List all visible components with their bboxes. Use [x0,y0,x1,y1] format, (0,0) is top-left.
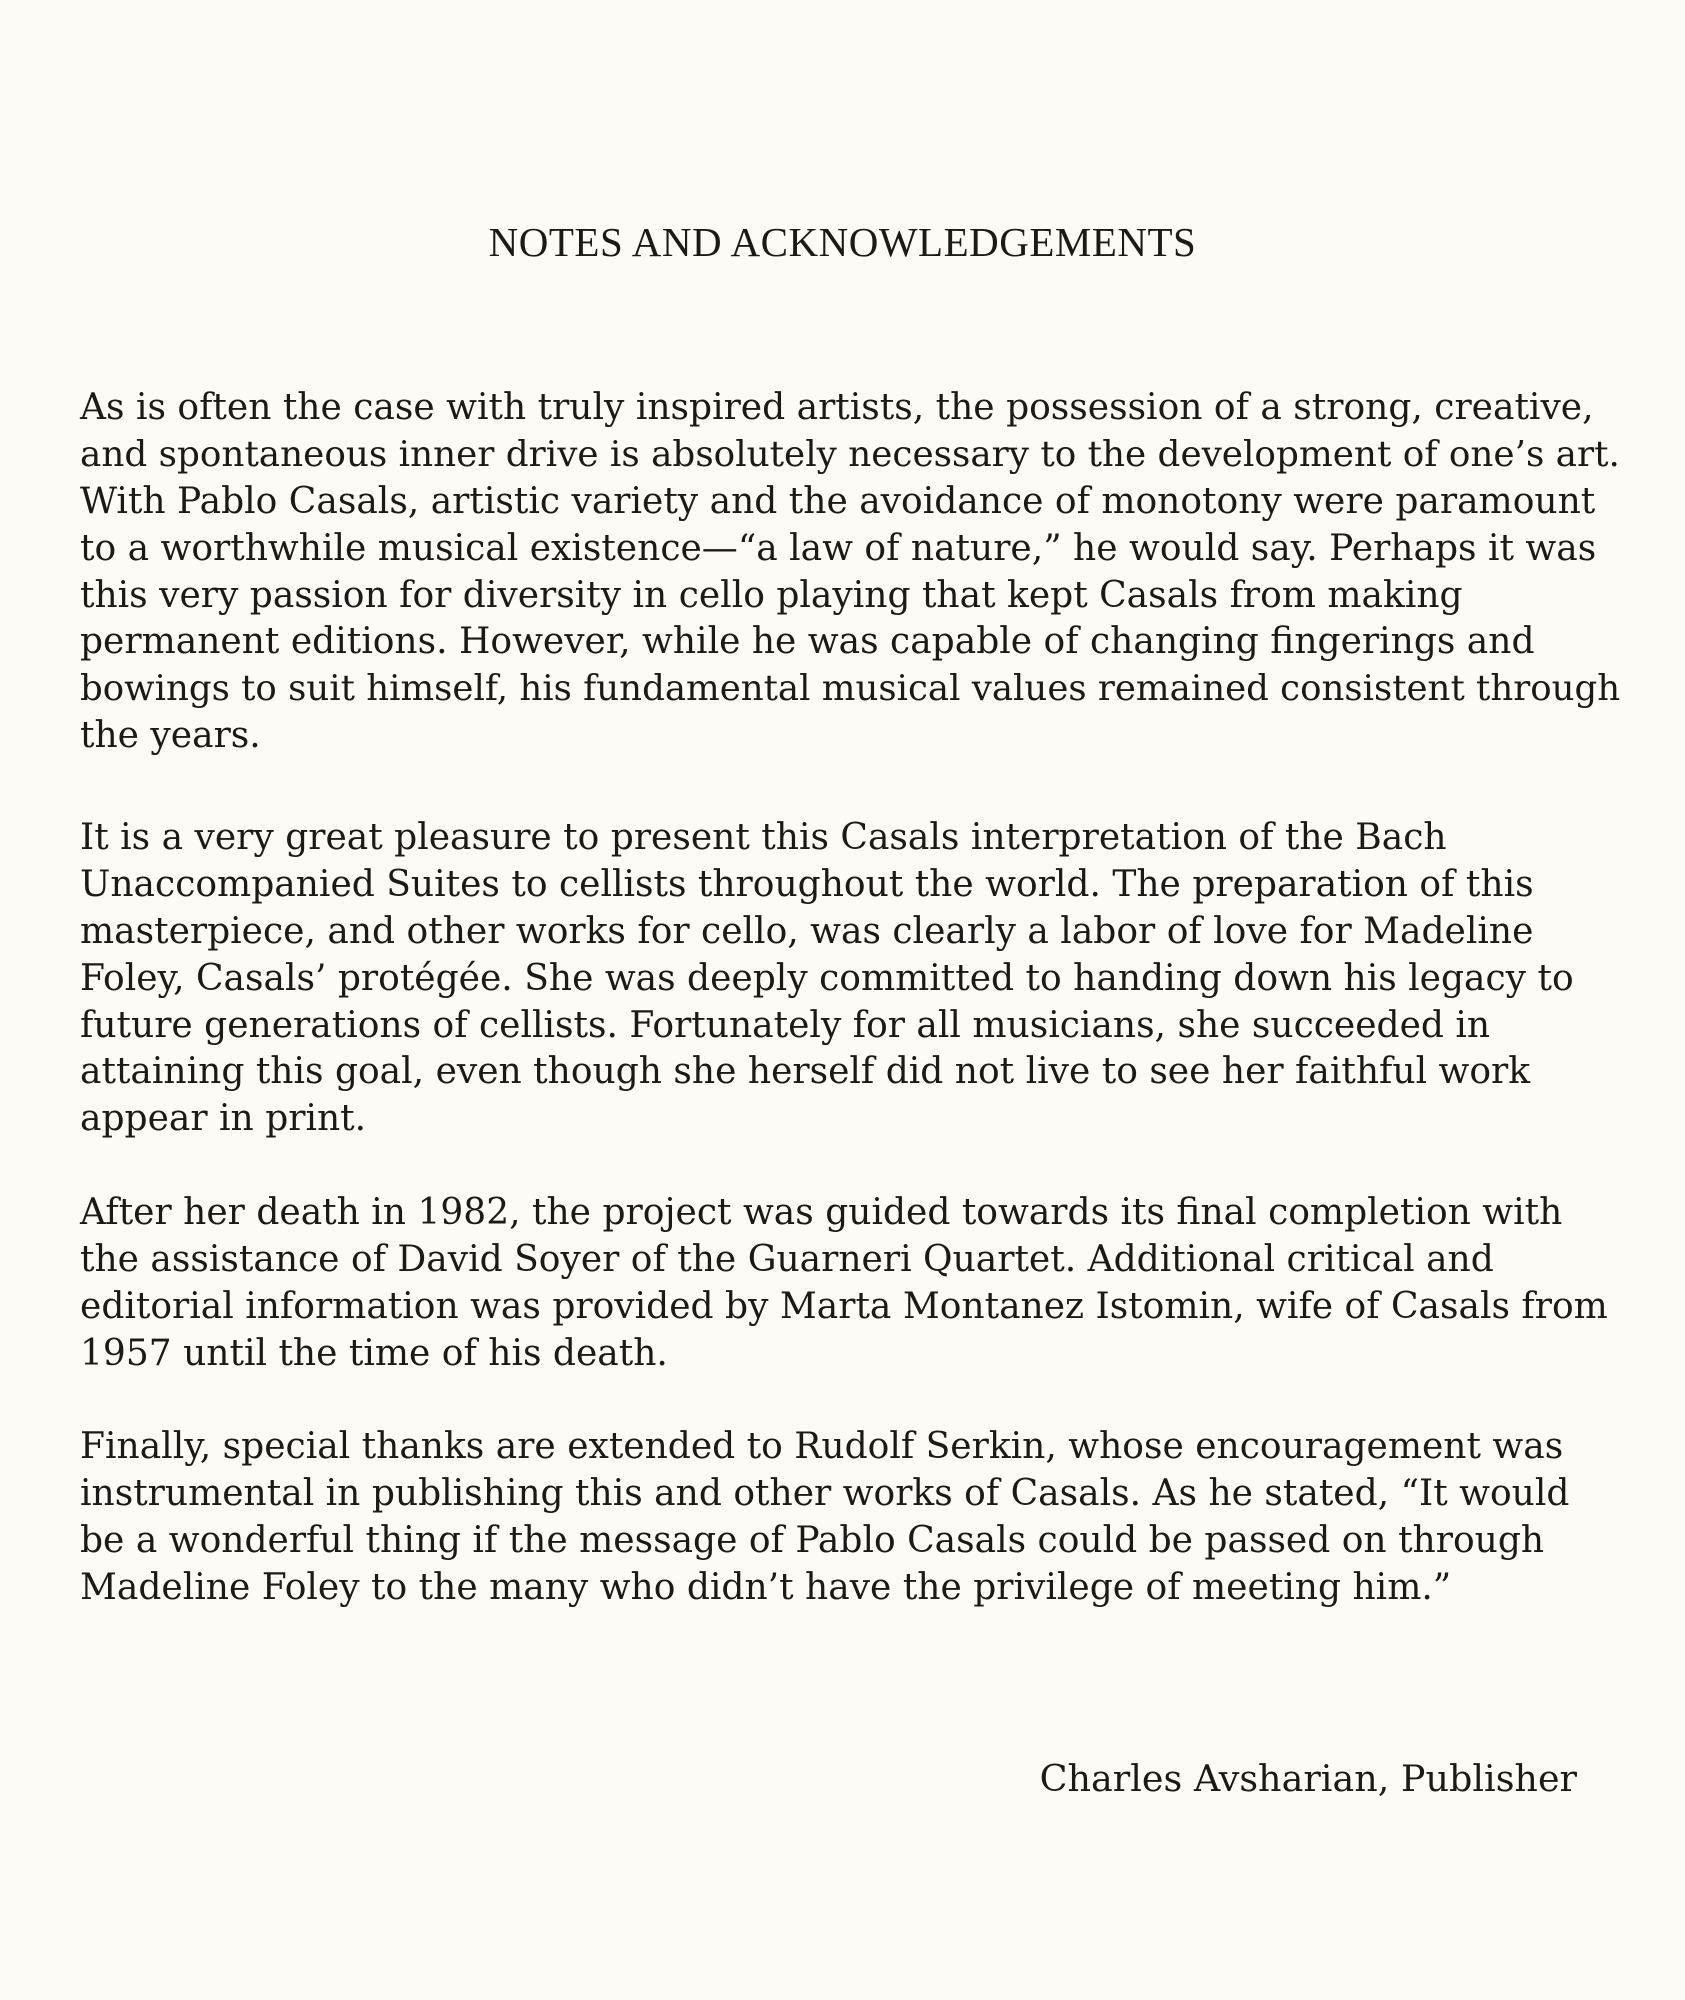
text-line: attaining this goal, even though she herself did not live to see her faithful work [80,1051,1531,1093]
text-line: to a worthwhile musical existence—“a law of nature,” he would say. Perhaps it was [80,527,1597,569]
text-line: Finally, special thanks are extended to Rudolf Serkin, whose encouragement was [80,1426,1564,1467]
text-line: editorial information was provided by Marta Montanez Istomin, wife of Casals from [80,1285,1608,1327]
text-line: future generations of cellists. Fortunately for all musicians, she succeeded in [80,1004,1491,1046]
text-line: 1957 until the time of his death. [80,1332,668,1374]
text-line: be a wonderful thing if the message of Pablo Casals could be passed on through [80,1519,1545,1561]
paragraph-4 [80,1424,1640,1612]
text-line: and spontaneous inner drive is absolutely necessary to the development of one’s art. [80,433,1620,475]
text-line: After her death in 1982, the project was guided towards its final completion with [80,1192,1563,1233]
text-line: As is often the case with truly inspired artists, the possession of a strong, creative, [80,387,1594,428]
paragraph-3 [80,1190,1640,1378]
paragraph-2 [80,815,1640,1143]
text-line: With Pablo Casals, artistic variety and the avoidance of monotony were paramount [80,480,1596,522]
text-line: Foley, Casals’ protégée. She was deeply committed to handing down his legacy to [80,957,1574,999]
text-line: Madeline Foley to the many who didn’t have the privilege of meeting him.” [80,1566,1452,1608]
page-title: NOTES AND ACKNOWLEDGEMENTS [488,219,1197,265]
text-line: It is a very great pleasure to present this Casals interpretation of the Bach [80,817,1447,858]
text-line: Unaccompanied Suites to cellists throughout the world. The preparation of this [80,863,1534,905]
text-line: the assistance of David Soyer of the Guarneri Quartet. Additional critical and [80,1238,1494,1280]
text-line: permanent editions. However, while he was capable of changing fingerings and [80,621,1535,663]
text-line: instrumental in publishing this and other works of Casals. As he stated, “It would [80,1472,1570,1514]
text-line: appear in print. [80,1098,367,1140]
text-line: bowings to suit himself, his fundamental musical values remained consistent through [80,668,1621,710]
publisher-signature: Charles Avsharian, Publisher [1039,1757,1577,1800]
text-line: the years. [80,715,261,757]
text-line: masterpiece, and other works for cello, was clearly a labor of love for Madeline [80,910,1534,952]
text-line: this very passion for diversity in cello playing that kept Casals from making [80,574,1463,616]
paragraph-1 [80,385,1640,760]
